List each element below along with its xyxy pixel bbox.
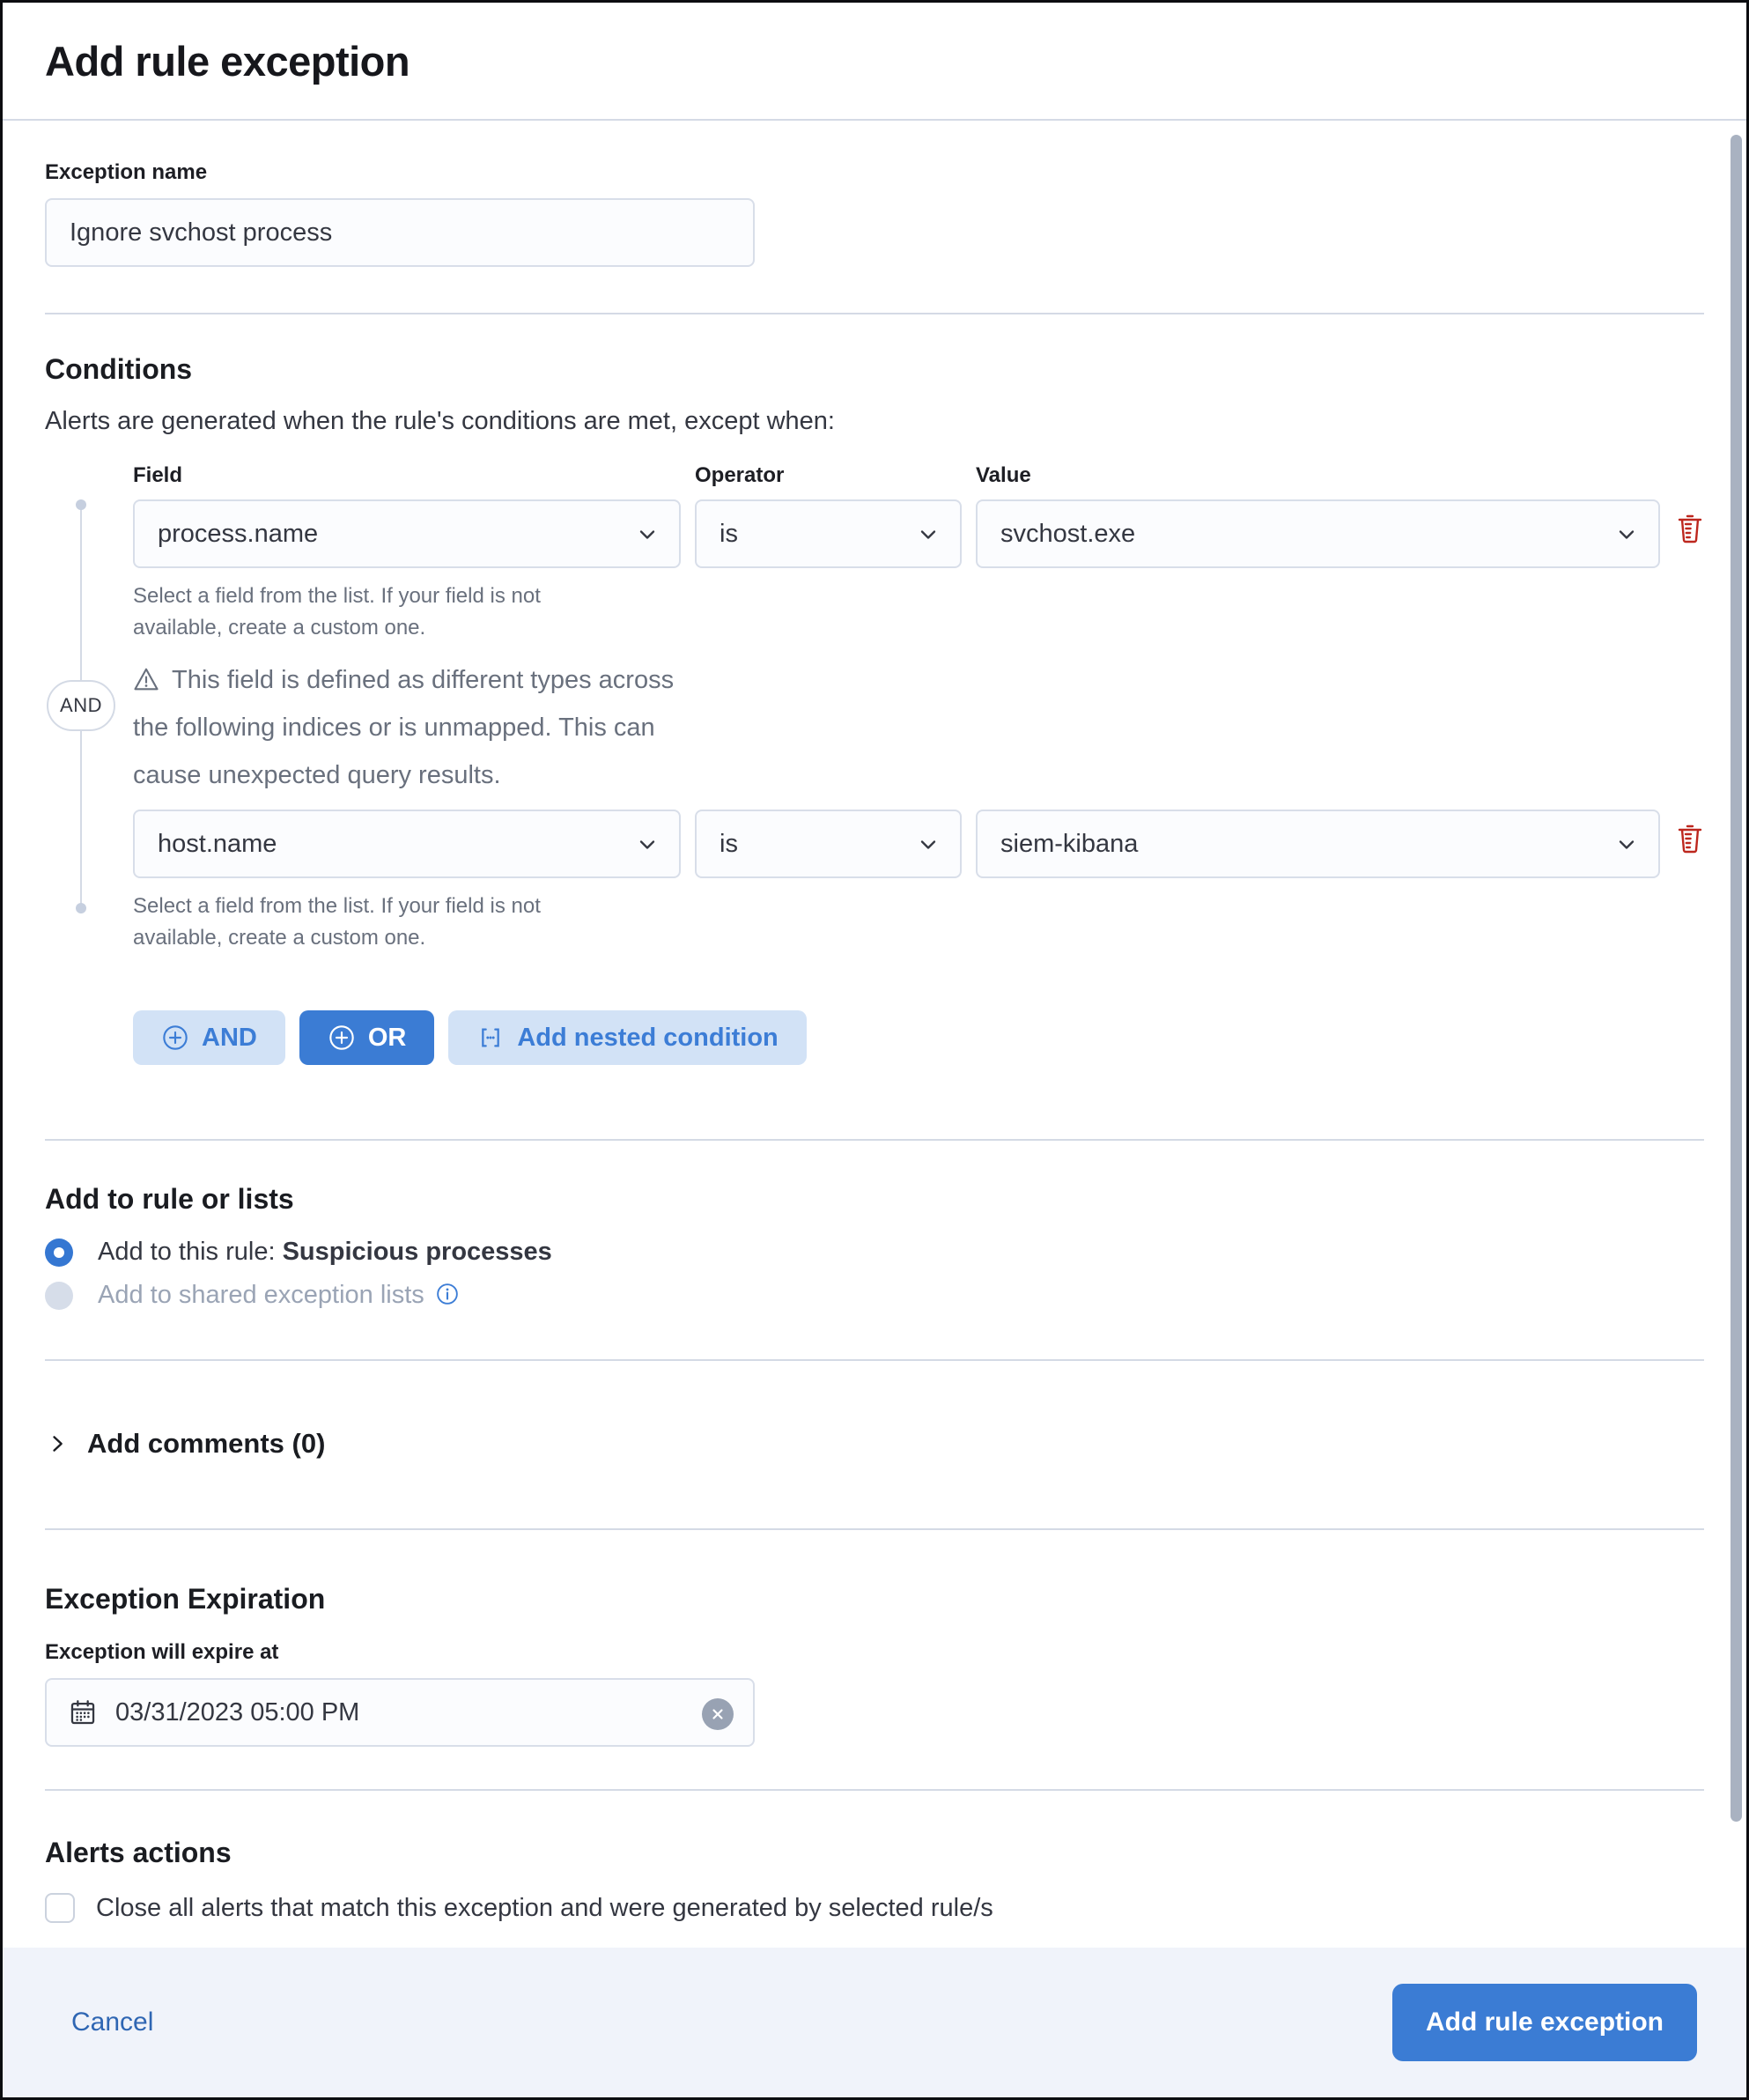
field-select-row2-value: host.name [158,829,277,858]
and-connector-badge: AND [47,680,115,731]
delete-condition-row1-button[interactable] [1674,514,1706,546]
radio-add-to-shared-lists[interactable] [45,1282,73,1310]
chevron-right-icon [45,1431,70,1456]
field-select-row1[interactable] [133,499,681,568]
value-select-row2[interactable] [976,810,1660,878]
radio-add-to-rule-row [45,1238,1704,1267]
expiration-label: Exception will expire at [45,1640,279,1664]
exception-name-label: Exception name [45,160,208,184]
chevron-down-icon [635,522,660,547]
conditions-heading: Conditions [45,353,193,385]
clear-cross-icon [711,1707,725,1721]
plus-in-circle-icon [328,1024,356,1052]
connector-dot-top [76,499,86,510]
operator-column-label: Operator [695,463,785,487]
field-select-row1-value: process.name [158,519,319,548]
close-icon [1691,24,1721,56]
field-type-warning-text: This field is defined as different types across the following indices or is unmapped. This can cause unexpected query results. [133,666,675,789]
nested-button-label: Add nested condition [517,1023,779,1052]
section-divider [45,1359,1704,1361]
field-column-label: Field [133,463,183,487]
close-alerts-checkbox[interactable] [45,1893,75,1923]
field-helper-text: Select a field from the list. If your field is not available, create a custom one. [133,584,541,640]
calendar-icon [68,1697,98,1727]
modal-header [3,3,1746,121]
operator-select-row2-value: is [720,829,738,858]
exception-name-value: Ignore svchost process [70,218,333,247]
or-button-label: OR [367,1023,407,1052]
value-select-row1-value: svchost.exe [1000,519,1136,548]
exception-name-input[interactable] [45,198,755,267]
field-helper-text: Select a field from the list. If your field is not available, create a custom one. [133,894,541,950]
condition-column-labels [133,462,1704,489]
radio-add-to-rule-label [98,1238,552,1267]
section-divider [45,313,1704,314]
radio-rule-label-prefix: Add to this rule: [98,1238,283,1266]
expiration-heading: Exception Expiration [45,1583,326,1615]
connector-dot-bottom [76,903,86,913]
chevron-down-icon [916,832,941,857]
alerts-actions-heading: Alerts actions [45,1837,232,1868]
and-button-label: AND [202,1023,257,1052]
value-column-label: Value [976,463,1031,487]
radio-add-to-rule[interactable] [45,1239,73,1267]
chevron-down-icon [635,832,660,857]
conditions-builder [45,462,1704,1065]
modal-footer [3,1948,1746,2097]
modal-body [3,121,1746,1948]
condition-buttons [133,1010,1704,1065]
delete-condition-row2-button[interactable] [1674,824,1706,856]
section-divider [45,1528,1704,1530]
radio-shared-lists-row [45,1281,1704,1310]
add-comments-label: Add comments (0) [87,1428,326,1459]
expiration-date-value: 03/31/2023 05:00 PM [115,1697,360,1727]
trash-icon [1676,533,1704,546]
chevron-down-icon [1614,832,1639,857]
warning-icon [133,667,159,691]
trash-icon [1676,843,1704,856]
clear-date-button[interactable] [702,1698,734,1730]
shared-lists-info-button[interactable] [435,1282,460,1309]
chevron-down-icon [916,522,941,547]
add-to-heading: Add to rule or lists [45,1183,294,1215]
operator-select-row1-value: is [720,519,738,548]
close-button[interactable] [1686,20,1725,59]
chevron-down-icon [1614,522,1639,547]
scrollbar-thumb[interactable] [1731,135,1742,1822]
nested-brackets-icon [476,1024,505,1052]
value-select-row1[interactable] [976,499,1660,568]
close-alerts-label: Close all alerts that match this exception and were generated by selected rule/s [96,1893,993,1922]
rule-name: Suspicious processes [282,1238,552,1266]
close-alerts-row [45,1893,1704,1923]
operator-select-row2[interactable] [695,810,962,878]
section-divider [45,1789,1704,1791]
plus-in-circle-icon [161,1024,189,1052]
radio-shared-lists-label [98,1281,460,1310]
section-divider [45,1139,1704,1141]
condition-row [133,499,1704,568]
radio-shared-label-text: Add to shared exception lists [98,1281,424,1309]
field-type-warning [133,656,688,799]
expiration-date-input[interactable] [45,1678,755,1747]
info-icon [435,1282,460,1306]
conditions-intro: Alerts are generated when the rule's conditions are met, except when: [45,407,835,435]
add-or-condition-button[interactable] [299,1010,435,1065]
condition-row [133,810,1704,878]
operator-select-row1[interactable] [695,499,962,568]
value-select-row2-value: siem-kibana [1000,829,1139,858]
add-and-condition-button[interactable] [133,1010,285,1065]
add-comments-toggle[interactable] [45,1428,325,1460]
page-title: Add rule exception [45,37,410,85]
add-rule-exception-button[interactable]: Add rule exception [1392,1984,1697,2061]
cancel-button[interactable]: Cancel [71,2008,154,2037]
field-select-row2[interactable] [133,810,681,878]
add-nested-condition-button[interactable] [448,1010,806,1065]
